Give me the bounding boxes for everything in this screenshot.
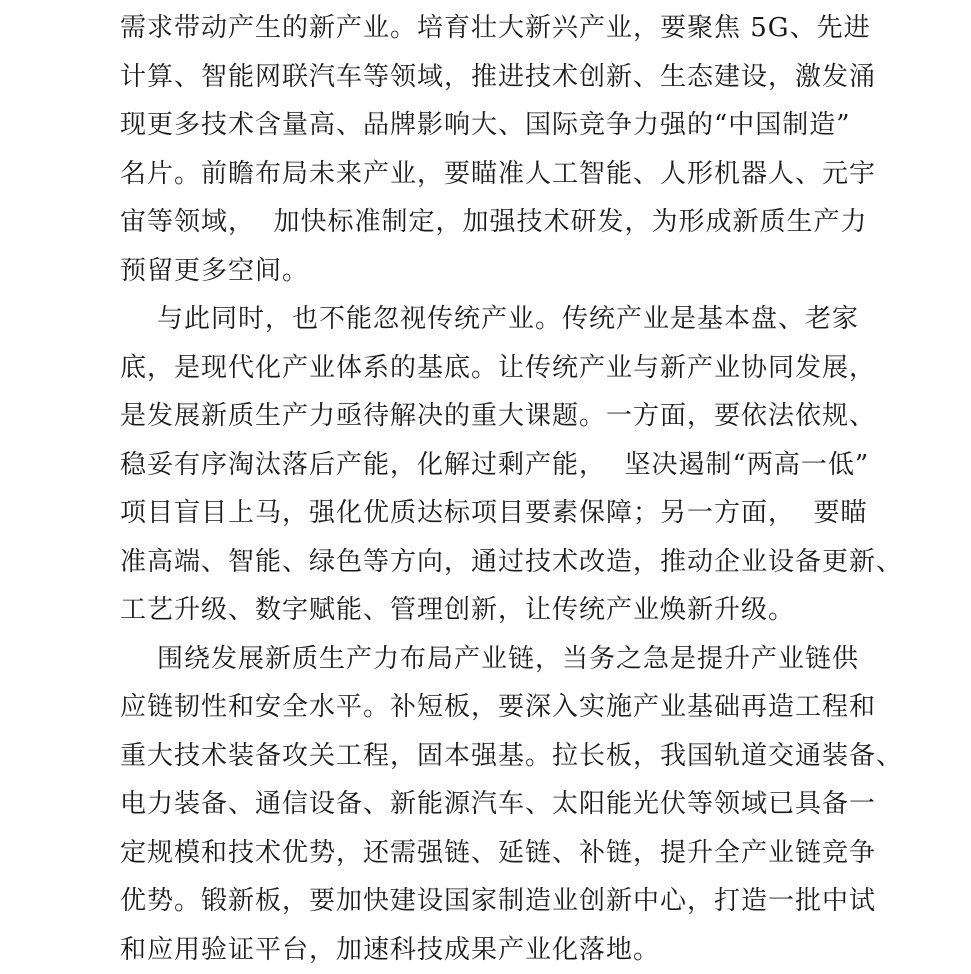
paragraph-2 [120, 295, 855, 635]
text-line: 优势。锻新板，要加快建设国家制造业创新中心，打造一批中试 [120, 877, 855, 926]
text-line: 与此同时，也不能忽视传统产业。传统产业是基本盘、老家 [120, 295, 855, 344]
text-line: 和应用验证平台，加速科技成果产业化落地。 [120, 926, 855, 974]
text-line: 现更多技术含量高、品牌影响大、国际竞争力强的“中国制造” [120, 101, 855, 150]
text-line: 重大技术装备攻关工程，固本强基。拉长板，我国轨道交通装备、 [120, 732, 855, 781]
text-line: 需求带动产生的新产业。培育壮大新兴产业，要聚焦 5G、先进 [120, 4, 855, 53]
text-line: 计算、智能网联汽车等领域，推进技术创新、生态建设，激发涌 [120, 53, 855, 102]
text-line: 准高端、智能、绿色等方向，通过技术改造，推动企业设备更新、 [120, 538, 855, 587]
text-line: 定规模和技术优势，还需强链、延链、补链，提升全产业链竞争 [120, 829, 855, 878]
text-line: 名片。前瞻布局未来产业，要瞄准人工智能、人形机器人、元宇 [120, 150, 855, 199]
text-line: 稳妥有序淘汰落后产能，化解过剩产能， 坚决遏制“两高一低” [120, 441, 855, 490]
text-line: 电力装备、通信设备、新能源汽车、太阳能光伏等领域已具备一 [120, 780, 855, 829]
text-line: 围绕发展新质生产力布局产业链，当务之急是提升产业链供 [120, 635, 855, 684]
text-line: 项目盲目上马，强化优质达标项目要素保障；另一方面， 要瞄 [120, 489, 855, 538]
text-line: 宙等领域， 加快标准制定，加强技术研发，为形成新质生产力 [120, 198, 855, 247]
text-line: 是发展新质生产力亟待解决的重大课题。一方面，要依法依规、 [120, 392, 855, 441]
paragraph-1 [120, 4, 855, 295]
text-line: 底，是现代化产业体系的基底。让传统产业与新产业协同发展， [120, 344, 855, 393]
text-line: 工艺升级、数字赋能、管理创新，让传统产业焕新升级。 [120, 586, 855, 635]
text-line: 应链韧性和安全水平。补短板，要深入实施产业基础再造工程和 [120, 683, 855, 732]
text-line: 预留更多空间。 [120, 247, 855, 296]
document-page [120, 4, 855, 974]
paragraph-3 [120, 635, 855, 974]
